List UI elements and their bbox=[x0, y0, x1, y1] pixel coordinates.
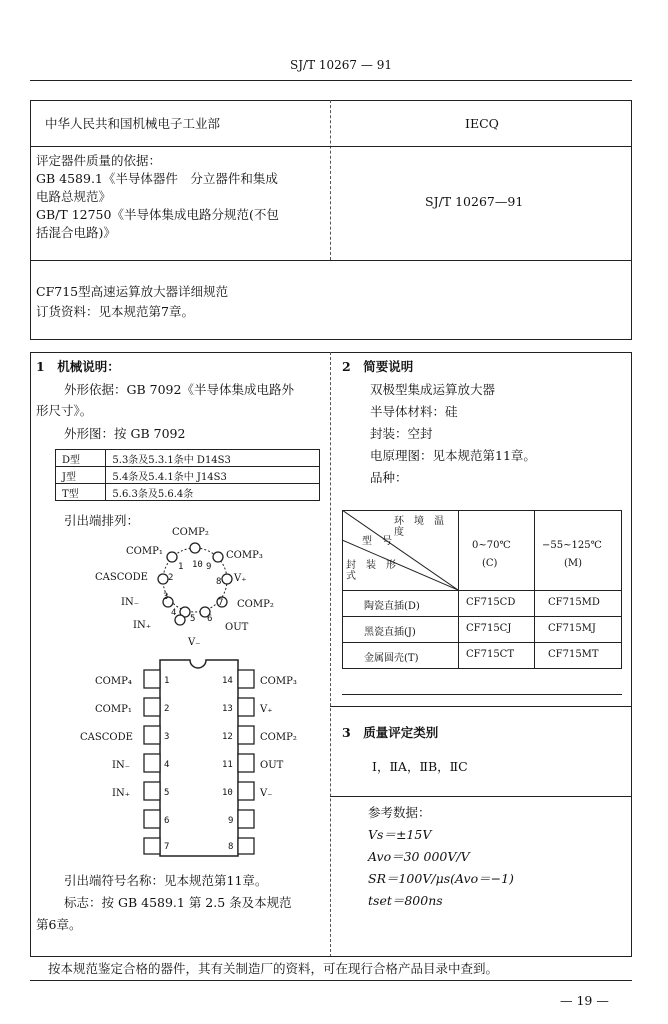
round-pin-label: COMP₂ bbox=[172, 527, 209, 538]
desc-line: 半导体材料：硅 bbox=[370, 404, 458, 419]
package-table bbox=[55, 449, 320, 501]
table-row bbox=[56, 467, 320, 484]
row-m: CF715MT bbox=[548, 649, 599, 660]
dip-package-diagram bbox=[140, 658, 260, 858]
basis-line: 电路总规范》 bbox=[36, 189, 112, 204]
footer-note: 按本规范鉴定合格的器件，其有关制造厂的资料，可在现行合格产品目录中查到。 bbox=[48, 961, 499, 976]
outline-drawing: 外形图：按 GB 7092 bbox=[64, 426, 186, 441]
row-c: CF715CJ bbox=[466, 623, 512, 634]
col-m-label: (M) bbox=[564, 558, 583, 569]
round-pin-number: 3 bbox=[163, 592, 169, 602]
pinout-label: 引出端排列： bbox=[64, 513, 140, 528]
reference-line: Vs＝±15V bbox=[368, 827, 432, 842]
dip-right-label: COMP₃ bbox=[260, 676, 297, 687]
round-pin-number: 5 bbox=[190, 614, 196, 624]
dip-right-label: COMP₂ bbox=[260, 732, 297, 743]
round-pin-label: IN₋ bbox=[121, 597, 139, 608]
dip-pin-number: 12 bbox=[222, 732, 233, 742]
pkg-desc: 5.3条及5.3.1条中 D14S3 bbox=[106, 450, 320, 467]
round-pin-number: 10 bbox=[192, 560, 203, 570]
round-pin-label: V₊ bbox=[234, 573, 247, 584]
marking-line: 第6章。 bbox=[36, 917, 82, 932]
dip-pin-number: 14 bbox=[222, 676, 233, 686]
reference-line: Avo＝30 000V/V bbox=[368, 849, 470, 864]
round-pin-number: 8 bbox=[216, 577, 222, 587]
page-number: — 19 — bbox=[560, 993, 609, 1008]
order-info: 订货资料：见本规范第7章。 bbox=[36, 304, 194, 319]
standard-code: SJ/T 10267 — 91 bbox=[290, 58, 392, 72]
quality-categories: Ⅰ，ⅡA，ⅡB，ⅡC bbox=[372, 759, 468, 774]
dip-pin-number: 4 bbox=[164, 760, 170, 770]
iecq-label: IECQ bbox=[465, 116, 499, 131]
dip-pin-number: 8 bbox=[228, 842, 234, 852]
round-pin-number: 9 bbox=[206, 562, 212, 572]
diag-env: 环 境 温 度 bbox=[394, 516, 454, 538]
basis-block bbox=[36, 152, 279, 242]
reference-line: tset＝800ns bbox=[368, 893, 443, 908]
round-pin-number: 1 bbox=[178, 562, 184, 572]
dip-pin-number: 7 bbox=[164, 842, 170, 852]
round-pin-number: 6 bbox=[207, 614, 213, 624]
dip-pin-number: 11 bbox=[222, 760, 233, 770]
marking-line: 标志：按 GB 4589.1 第 2.5 条及本规范 bbox=[64, 895, 292, 910]
reference-heading: 参考数据： bbox=[368, 805, 431, 820]
round-pin-label: OUT bbox=[225, 622, 249, 633]
dip-pin-number: 6 bbox=[164, 816, 170, 826]
row-pkg: 金属圆壳(T) bbox=[364, 653, 419, 664]
row-m: CF715MJ bbox=[548, 623, 596, 634]
dip-right-label: OUT bbox=[260, 760, 284, 771]
diag-type: 型 号 bbox=[362, 536, 392, 547]
table-row bbox=[56, 484, 320, 501]
pin-names: 引出端符号名称：见本规范第11章。 bbox=[64, 873, 268, 888]
basis-line: 评定器件质量的依据： bbox=[36, 153, 162, 168]
dip-left-label: CASCODE bbox=[80, 732, 133, 743]
section1-heading: 1 机械说明： bbox=[36, 359, 120, 374]
table-row bbox=[56, 450, 320, 467]
basis-line: 括混合电路)》 bbox=[36, 225, 116, 240]
desc-line: 双极型集成运算放大器 bbox=[370, 382, 496, 397]
round-pin-label: IN₊ bbox=[133, 620, 151, 631]
reference-data bbox=[368, 802, 514, 912]
col-c-temp: 0~70℃ bbox=[472, 540, 511, 551]
desc-line: 电原理图：见本规范第11章。 bbox=[370, 448, 536, 463]
col-m-temp: −55~125℃ bbox=[542, 540, 602, 551]
round-pin-label: COMP₃ bbox=[226, 550, 263, 561]
reference-line: SR＝100V/μs(Avo＝−1) bbox=[368, 871, 514, 886]
doc-number: SJ/T 10267—91 bbox=[425, 194, 524, 209]
round-pin-label: CASCODE bbox=[95, 572, 148, 583]
dip-left-label: COMP₁ bbox=[95, 704, 132, 715]
row-pkg: 陶瓷直插(D) bbox=[364, 601, 420, 612]
ministry: 中华人民共和国机械电子工业部 bbox=[45, 116, 221, 131]
basis-line: GB/T 12750《半导体集成电路分规范(不包 bbox=[36, 207, 279, 222]
dip-right-label: V₋ bbox=[260, 788, 273, 799]
desc-line: 品种： bbox=[370, 470, 408, 485]
spec-title: CF715型高速运算放大器详细规范 bbox=[36, 284, 229, 299]
outline-basis-2: 形尺寸》。 bbox=[36, 403, 93, 418]
dip-pin-number: 2 bbox=[164, 704, 170, 714]
variety-table bbox=[342, 510, 622, 670]
dip-left-label: IN₋ bbox=[112, 760, 130, 771]
dip-pin-number: 10 bbox=[222, 788, 233, 798]
outline-basis: 外形依据：GB 7092《半导体集成电路外 bbox=[64, 382, 294, 397]
round-pin-label: COMP₁ bbox=[126, 546, 163, 557]
row-c: CF715CD bbox=[466, 597, 516, 608]
section2-heading: 2 简要说明 bbox=[342, 359, 414, 374]
dip-pin-number: 3 bbox=[164, 732, 170, 742]
dip-pin-number: 9 bbox=[228, 816, 234, 826]
dip-left-label: COMP₄ bbox=[95, 676, 132, 687]
row-c: CF715CT bbox=[466, 649, 514, 660]
pkg-desc: 5.6.3条及5.6.4条 bbox=[106, 484, 320, 501]
dip-pin-number: 5 bbox=[164, 788, 170, 798]
diag-pkg: 封 装 形 式 bbox=[346, 560, 406, 582]
dip-pin-number: 13 bbox=[222, 704, 233, 714]
dip-right-label: V₊ bbox=[260, 704, 273, 715]
pkg-desc: 5.4条及5.4.1条中 J14S3 bbox=[106, 467, 320, 484]
desc-line: 封装：空封 bbox=[370, 426, 433, 441]
section3-heading: 3 质量评定类别 bbox=[342, 725, 439, 740]
section2-lines bbox=[370, 379, 536, 489]
pkg-type: D型 bbox=[56, 450, 106, 467]
basis-line: GB 4589.1《半导体器件 分立器件和集成 bbox=[36, 171, 278, 186]
row-pkg: 黑瓷直插(J) bbox=[364, 627, 416, 638]
round-pin-label: V₋ bbox=[188, 637, 201, 648]
pkg-type: J型 bbox=[56, 467, 106, 484]
round-pin-label: COMP₂ bbox=[237, 599, 274, 610]
round-pin-number: 7 bbox=[218, 598, 224, 608]
pkg-type: T型 bbox=[56, 484, 106, 501]
row-m: CF715MD bbox=[548, 597, 600, 608]
dip-pin-number: 1 bbox=[164, 676, 170, 686]
col-c-label: (C) bbox=[482, 558, 498, 569]
round-pin-number: 4 bbox=[171, 608, 177, 618]
round-pin-number: 2 bbox=[168, 573, 174, 583]
dip-left-label: IN₊ bbox=[112, 788, 130, 799]
